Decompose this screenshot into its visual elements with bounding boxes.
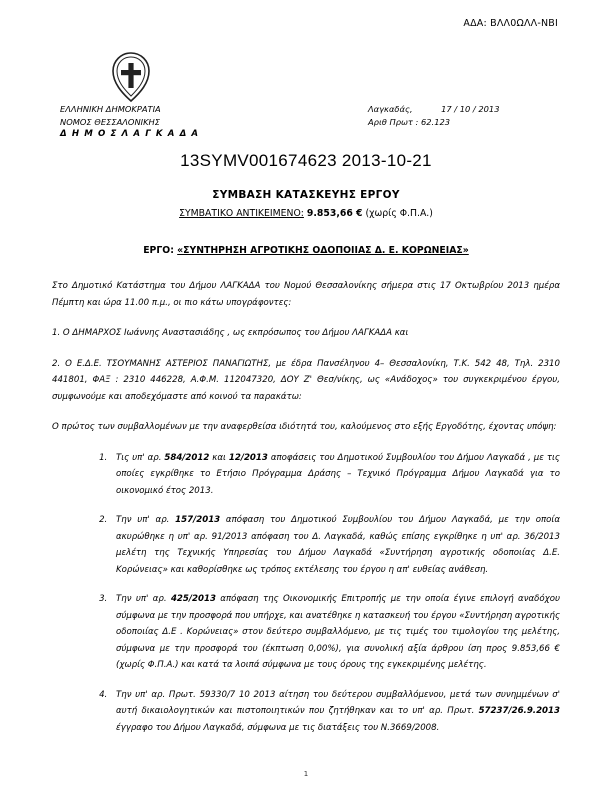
subject-label: ΣΥΜΒΑΤΙΚΟ ΑΝΤΙΚΕΙΜΕΝΟ: xyxy=(179,208,304,219)
place-label: Λαγκαδάς, xyxy=(368,104,413,114)
protocol-label: Αριθ Πρωτ : xyxy=(368,116,419,127)
project-label: ΕΡΓΟ: xyxy=(143,245,174,256)
subject-amount: 9.853,66 € xyxy=(306,208,363,219)
document-code: 13SYMV001674623 2013-10-21 xyxy=(180,151,432,170)
document-header xyxy=(52,51,560,140)
party-2-paragraph: 2. Ο Ε.Δ.Ε. ΤΣΟΥΜΑΝΗΣ ΑΣΤΕΡΙΟΣ ΠΑΝΑΓΙΩΤΗΣ, με έδρα Πανσέληνου 4– Θεσσαλονίκη, Τ.Κ. 542 48, Τηλ. 2310 441801, ΦΑΞ : 2310 446228, Α.Φ.Μ. 112047320, ΔΟΥ Ζ' Θεσ/νίκης, ως «Ανάδοχος» του συγκεκριμένου έργου, συμφωνούμε και αποδεχόμαστε από κοινού τα παρακάτω: xyxy=(52,358,560,402)
issuing-authority xyxy=(60,103,199,141)
party-1-paragraph: 1. Ο ΔΗΜΑΡΧΟΣ Ιωάννης Αναστασιάδης , ως εκπρόσωπος του Δήμου ΛΑΓΚΑΔΑ και xyxy=(52,328,409,338)
list-item: 1. Τις υπ' αρ. 584/2012 και 12/2013 αποφάσεις του Δημοτικού Συμβουλίου του Δήμου Λαγκαδά , με τις οποίες εγκρίθηκε το Ετήσιο Πρόγραμμα Δράσης – Τεχνικό Πρόγραμμα Δήμου Λαγκαδά για το οικονομικό έτος 2013. xyxy=(110,450,560,500)
protocol-line xyxy=(368,116,499,129)
page-title: ΣΥΜΒΑΣΗ ΚΑΤΑΣΚΕΥΗΣ ΕΡΓΟΥ xyxy=(212,189,400,201)
considerations-list xyxy=(52,450,560,737)
list-item: 2. Την υπ' αρ. 157/2013 απόφαση του Δημοτικού Συμβουλίου του Δήμου Λαγκαδά, με την οποία ακυρώθηκε η υπ' αρ. 91/2013 απόφαση του Δ. Λαγκαδά, καθώς επίσης εγκρίθηκε η υπ' αρ. 36/2013 μελέτη της Τεχνικής Υπηρεσίας του Δήμου Λαγκαδά «Συντήρηση αγροτικής οδοποιίας Δ.Ε. Κορώνειας» και καθορίσθηκε ως τρόπος εκτέλεσης του έργου η απ' ευθείας ανάθεση. xyxy=(110,512,560,578)
hellenic-republic-emblem xyxy=(108,51,154,103)
authority-line-3: Δ Η Μ Ο Σ Λ Α Γ Κ Α Δ Α xyxy=(60,129,200,140)
project-name: «ΣΥΝΤΗΡΗΣΗ ΑΓΡΟΤΙΚΗΣ ΟΔΟΠΟΙΙΑΣ Δ. Ε. ΚΟΡΩΝΕΙΑΣ» xyxy=(177,245,469,256)
list-item: 4. Την υπ' αρ. Πρωτ. 59330/7 10 2013 αίτηση του δεύτερου συμβαλλόμενου, μετά των συνημμένων σ' αυτή δικαιολογητικών και πιστοποιητικών που ζητήθηκαν και το υπ' αρ. Πρωτ. 57237/26.9.2013 έγγραφο του Δήμου Λαγκαδά, σύμφωνα με τις διατάξεις του Ν.3669/2008. xyxy=(110,687,560,737)
page-number: 1 xyxy=(303,770,309,778)
date-value: 17 / 10 / 2013 xyxy=(441,104,500,114)
authority-line-2: ΝΟΜΟΣ ΘΕΣΣΑΛΟΝΙΚΗΣ xyxy=(60,116,161,127)
contract-subject xyxy=(52,208,560,219)
ada-code: ΑΔΑ: ΒΛΛ0ΩΛΛ-ΝΒΙ xyxy=(463,18,558,29)
subject-note: (χωρίς Φ.Π.Α.) xyxy=(365,208,433,219)
intro-paragraph: Στο Δημοτικό Κατάστημα του Δήμου ΛΑΓΚΑΔΑ του Νομού Θεσσαλονίκης σήμερα στις 17 Οκτωβρίου 2013 ημέρα Πέμπτη και ώρα 11.00 π.μ., οι πιο κάτω υπογράφοντες: xyxy=(52,281,560,308)
protocol-value: 62.123 xyxy=(421,116,451,127)
list-item: 3. Την υπ' αρ. 425/2013 απόφαση της Οικονομικής Επιτροπής με την οποία έγινε επιλογή αναδόχου σύμφωνα με την προσφορά που υπήρχε, και ανατέθηκε η κατασκευή του έργου «Συντήρηση αγροτικής οδοποιίας Δ.Ε . Κορώνειας» στον δεύτερο συμβαλλόμενο, με τις τιμές του τιμολογίου της μελέτης, σύμφωνα με την προσφορά του (έκπτωση 0,00%), για συνολική αξία άρθρου ίση προς 9.853,66 € (χωρίς Φ.Π.Α.) και κατά τα λοιπά σύμφωνα με τους όρους της εγκεκριμένης μελέτης. xyxy=(110,591,560,674)
header-meta xyxy=(368,103,499,128)
project-title xyxy=(52,245,560,256)
place-and-date xyxy=(368,103,499,116)
authority-line-1: ΕΛΛΗΝΙΚΗ ΔΗΜΟΚΡΑΤΙΑ xyxy=(60,104,161,114)
considerations-intro: Ο πρώτος των συμβαλλομένων με την αναφερθείσα ιδιότητά του, καλούμενος στο εξής Εργοδότης, έχοντας υπόψη: xyxy=(52,422,557,432)
